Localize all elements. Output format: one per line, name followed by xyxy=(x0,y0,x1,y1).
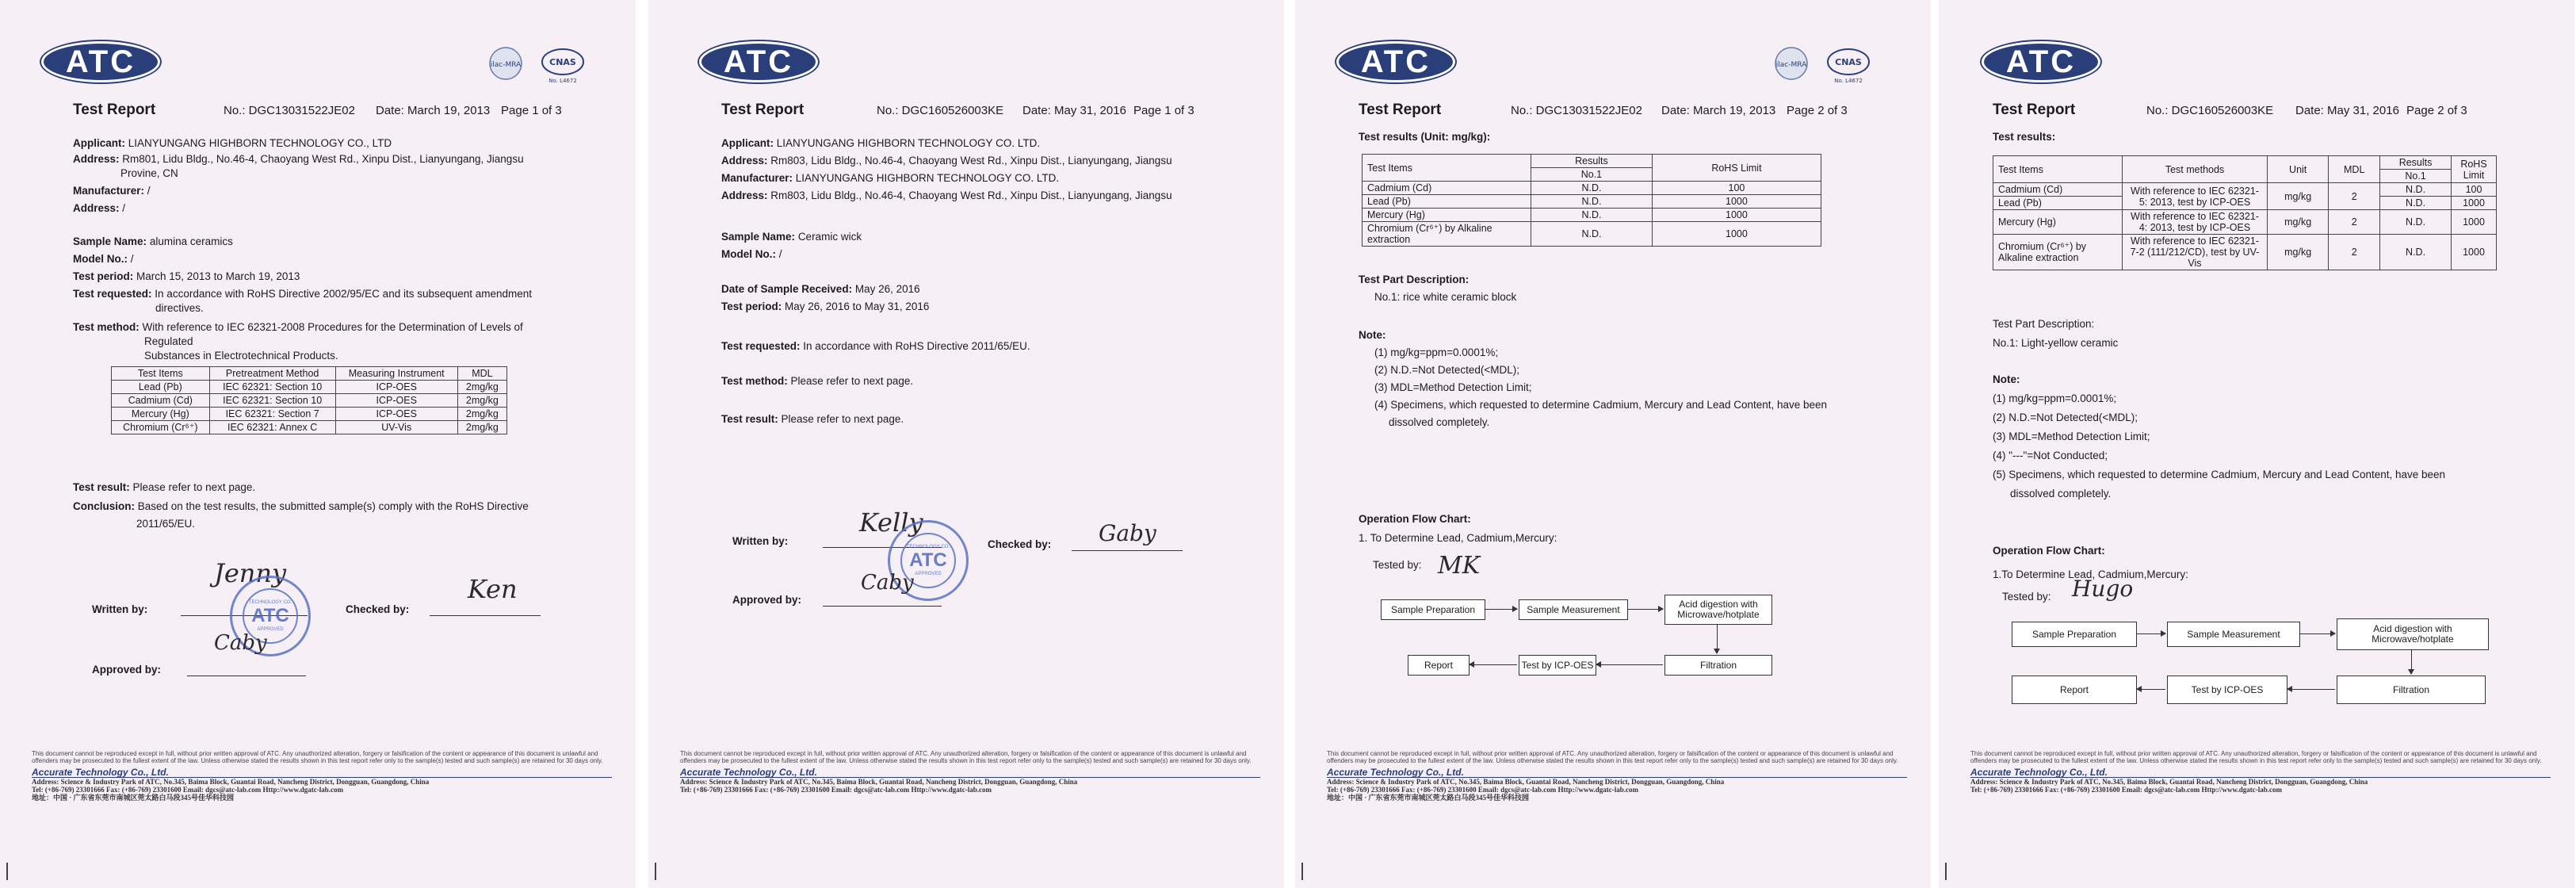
written-signature: Kelly xyxy=(859,507,923,538)
applicant-label: Applicant: xyxy=(73,137,125,149)
report-header xyxy=(1359,101,1907,117)
report-no: No.: DGC160526003KE xyxy=(2146,104,2274,117)
report-title: Test Report xyxy=(1359,101,1442,118)
applicant-row xyxy=(73,136,392,151)
table-header: MDL xyxy=(2329,156,2380,183)
applicant-value: LIANYUNGANG HIGHBORN TECHNOLOGY CO. LTD. xyxy=(776,137,1041,149)
report-date: Date: March 19, 2013 xyxy=(1661,104,1776,117)
table-header: MDL xyxy=(457,367,506,381)
part-label: Test Part Description: xyxy=(1359,274,1470,285)
ilac-mra-icon xyxy=(1768,46,1815,84)
received-row xyxy=(721,282,920,297)
table-cell: 2 xyxy=(2329,235,2380,270)
note-item: dissolved completely. xyxy=(1389,416,1490,428)
flow-sub: 1.To Determine Lead, Cadmium,Mercury: xyxy=(1993,568,2188,580)
table-cell: With reference to IEC 62321-7-2 (111/212/CD), test by UV-Vis xyxy=(2123,235,2268,270)
applicant-value: LIANYUNGANG HIGHBORN TECHNOLOGY CO., LTD xyxy=(128,137,392,149)
footer-company: Accurate Technology Co., Ltd. xyxy=(1970,769,2551,778)
footer-contact: Tel: (+86-769) 23301666 Fax: (+86-769) 23301600 Email: dgcs@atc-lab.com Http://www.dgatc-lab.com xyxy=(1970,786,2283,794)
flow-step-filtration: Filtration xyxy=(1664,655,1772,676)
table-header-row xyxy=(112,367,507,381)
table-row xyxy=(1363,195,1821,209)
atc-logo: ATC xyxy=(1982,41,2100,82)
manufacturer-row xyxy=(721,171,1059,186)
manufacturer-value: / xyxy=(147,185,151,197)
table-cell: With reference to IEC 62321-5: 2013, test by ICP-OES xyxy=(2123,183,2268,210)
requested-label: Test requested: xyxy=(721,340,801,352)
manufacturer-address-label: Address: xyxy=(73,202,120,214)
table-cell: 100 xyxy=(1652,182,1821,195)
sample-name-label: Sample Name: xyxy=(73,235,147,247)
report-page-2 xyxy=(648,0,1284,888)
note-item: (2) N.D.=Not Detected(<MDL); xyxy=(1993,411,2138,423)
tested-signature: Hugo xyxy=(2072,576,2134,602)
checked-signature: Ken xyxy=(468,574,518,604)
footer-company: Accurate Technology Co., Ltd. xyxy=(1327,769,1907,778)
checked-signature-line xyxy=(430,615,541,616)
conclusion-line-2: 2011/65/EU. xyxy=(136,518,196,530)
flow-step-sample-measurement: Sample Measurement xyxy=(1519,599,1628,620)
table-row xyxy=(1993,210,2497,235)
table-cell: 100 xyxy=(2452,183,2497,197)
atc-logo: ATC xyxy=(699,41,818,82)
requested-label: Test requested: xyxy=(73,288,152,300)
report-title: Test Report xyxy=(1993,101,2076,118)
method-label: Test method: xyxy=(73,321,140,333)
model-value: / xyxy=(778,248,782,260)
method-value: Please refer to next page. xyxy=(790,375,914,387)
atc-logo: ATC xyxy=(41,41,160,82)
table-cell: Lead (Pb) xyxy=(112,381,210,394)
address-value: Rm801, Lidu Bldg., No.46-4, Chaoyang West Rd., Xinpu Dist., Lianyungang, Jiangsu xyxy=(122,153,524,165)
flow-arrow xyxy=(2411,650,2412,674)
flow-step-test-icp: Test by ICP-OES xyxy=(1519,655,1596,676)
checked-signature: Gaby xyxy=(1099,520,1156,546)
report-title: Test Report xyxy=(73,101,156,118)
checked-by-label: Checked by: xyxy=(988,538,1052,550)
ilac-mark: ilac-MRA xyxy=(1775,61,1807,69)
requested-row xyxy=(73,287,532,301)
table-row xyxy=(1363,222,1821,247)
stamp-sub: APPROVED xyxy=(915,572,942,576)
model-label: Model No.: xyxy=(721,248,776,260)
conclusion-value: Based on the test results, the submitted sample(s) comply with the RoHS Directive xyxy=(137,500,529,512)
note-label: Note: xyxy=(1359,329,1386,341)
table-cell: 1000 xyxy=(1652,209,1821,222)
table-cell: N.D. xyxy=(2380,210,2452,235)
accreditation-no: No. L4672 xyxy=(1834,78,1863,84)
flow-step-report: Report xyxy=(1408,655,1470,676)
report-no: No.: DGC160526003KE xyxy=(877,104,1004,117)
table-cell: Mercury (Hg) xyxy=(1363,209,1531,222)
stamp-sub: APPROVED xyxy=(257,627,284,632)
sample-name-value: Ceramic wick xyxy=(797,231,862,243)
table-row xyxy=(1363,209,1821,222)
table-cell: 1000 xyxy=(2452,235,2497,270)
report-no: No.: DGC13031522JE02 xyxy=(1511,104,1642,117)
results-label: Test results: xyxy=(1993,131,2056,143)
manufacturer-value: LIANYUNGANG HIGHBORN TECHNOLOGY CO. LTD. xyxy=(795,172,1060,184)
note-item: (5) Specimens, which requested to determine Cadmium, Mercury and Lead Content, have been xyxy=(1993,469,2446,480)
table-header: Unit xyxy=(2268,156,2329,183)
table-cell: With reference to IEC 62321-4: 2013, test by ICP-OES xyxy=(2123,210,2268,235)
note-item: (3) MDL=Method Detection Limit; xyxy=(1993,431,2150,442)
table-header: Pretreatment Method xyxy=(209,367,335,381)
flow-step-acid-digestion: Acid digestion with Microwave/hotplate xyxy=(1664,595,1772,625)
result-value: Please refer to next page. xyxy=(132,481,256,493)
requested-value: In accordance with RoHS Directive 2002/95/EC and its subsequent amendment xyxy=(155,288,533,300)
table-cell: N.D. xyxy=(1531,209,1653,222)
flow-arrow xyxy=(1717,625,1718,653)
footer-cn-address: 地址：中国 · 广东省东莞市南城区莞太路白马段345号佳华科技园 xyxy=(32,794,235,802)
cnas-icon xyxy=(1825,46,1872,84)
page-edge-mark xyxy=(655,863,656,880)
table-cell: IEC 62321: Section 7 xyxy=(209,408,335,421)
result-row xyxy=(73,480,255,495)
report-footer xyxy=(1970,750,2551,794)
flow-arrow xyxy=(1628,609,1663,610)
approved-signature: Caby xyxy=(861,571,914,595)
flow-label: Operation Flow Chart: xyxy=(1359,513,1471,525)
table-row xyxy=(112,381,507,394)
manufacturer-row xyxy=(73,184,151,198)
footer-address: Address: Science & Industry Park of ATC, No.345, Baima Block, Guantai Road, Nancheng District, Dongguan, Guangdong, China xyxy=(1327,778,1725,786)
footer-disclaimer: This document cannot be reproduced except in full, without prior written approval of ATC. Any unauthorized alteration, forgery or falsification of the content or appearance of this document is unlawful and offenders may be prosecuted to the fullest extent of the law. Unless otherwise stated the results shown in this test report refer only to the sample(s) tested and such sample(s) are retained for 30 days only. xyxy=(1327,750,1898,764)
report-header xyxy=(721,101,1260,117)
table-cell: Lead (Pb) xyxy=(1363,195,1531,209)
table-cell: N.D. xyxy=(2380,197,2452,210)
part-label: Test Part Description: xyxy=(1993,318,2095,330)
table-cell: 2mg/kg xyxy=(457,394,506,408)
ilac-mra-icon xyxy=(482,46,529,84)
checked-by-label: Checked by: xyxy=(346,603,410,615)
conclusion-label: Conclusion: xyxy=(73,500,135,512)
period-row xyxy=(721,300,929,314)
table-row xyxy=(112,408,507,421)
checked-signature-line xyxy=(1072,550,1183,551)
footer-disclaimer: This document cannot be reproduced except in full, without prior written approval of ATC. Any unauthorized alteration, forgery or falsification of the content or appearance of this document is unlawful and offenders may be prosecuted to the fullest extent of the law. Unless otherwise stated the results shown in this test report refer only to the sample(s) tested and such sample(s) are retained for 30 days only. xyxy=(1970,750,2542,764)
report-date: Date: March 19, 2013 xyxy=(376,104,491,117)
table-cell: 1000 xyxy=(1652,222,1821,247)
stamp-ring-text: TECHNOLOGY CO. xyxy=(906,545,950,549)
part-value: No.1: rice white ceramic block xyxy=(1374,291,1517,303)
table-cell: Mercury (Hg) xyxy=(112,408,210,421)
period-row xyxy=(73,270,300,284)
table-cell: 2mg/kg xyxy=(457,381,506,394)
flow-arrow xyxy=(1470,664,1517,665)
flow-arrow xyxy=(1596,664,1663,665)
manufacturer-address-value: Rm803, Lidu Bldg., No.46-4, Chaoyang West Rd., Xinpu Dist., Lianyungang, Jiangsu xyxy=(770,189,1172,201)
table-row xyxy=(112,394,507,408)
report-page-3 xyxy=(1295,0,1931,888)
applicant-row xyxy=(721,136,1040,151)
table-header: Test Items xyxy=(1363,155,1531,182)
address-label: Address: xyxy=(721,155,768,166)
tested-signature: MK xyxy=(1438,552,1481,580)
footer-contact: Tel: (+86-769) 23301666 Fax: (+86-769) 23301600 Email: dgcs@atc-lab.com Http://www.dgatc-lab.com xyxy=(1327,786,1639,794)
report-header xyxy=(1993,101,2551,117)
tested-by-label: Tested by: xyxy=(2002,591,2051,603)
report-footer xyxy=(32,750,612,802)
page-edge-mark xyxy=(1301,863,1303,880)
written-by-label: Written by: xyxy=(92,603,148,615)
table-cell: Mercury (Hg) xyxy=(1993,210,2123,235)
address-row xyxy=(721,154,1172,168)
table-cell: ICP-OES xyxy=(335,394,457,408)
stamp-text: ATC xyxy=(251,605,289,626)
accreditation-no: No. L4672 xyxy=(548,78,577,84)
requested-row xyxy=(721,339,1030,354)
written-by-label: Written by: xyxy=(732,535,789,547)
address-label: Address: xyxy=(73,153,120,165)
report-title: Test Report xyxy=(721,101,805,118)
manufacturer-address-value: / xyxy=(122,202,126,214)
stamp-ring-text: TECHNOLOGY CO. xyxy=(248,600,292,605)
address-row xyxy=(73,152,524,166)
table-header: Test methods xyxy=(2123,156,2268,183)
table-row xyxy=(1993,235,2497,270)
flow-step-sample-measurement: Sample Measurement xyxy=(2167,622,2300,647)
period-value: May 26, 2016 to May 31, 2016 xyxy=(785,300,930,312)
table-cell: N.D. xyxy=(1531,222,1653,247)
received-label: Date of Sample Received: xyxy=(721,283,853,295)
footer-contact: Tel: (+86-769) 23301666 Fax: (+86-769) 23301600 Email: dgcs@atc-lab.com Http://www.dgatc-lab.com xyxy=(32,786,344,794)
address-line-2: Provine, CN xyxy=(120,167,178,179)
period-label: Test period: xyxy=(721,300,782,312)
method-value: With reference to IEC 62321-2008 Procedures for the Determination of Levels of xyxy=(142,321,523,333)
table-cell: N.D. xyxy=(1531,195,1653,209)
result-label: Test result: xyxy=(721,413,778,425)
table-cell: Chromium (Cr⁶⁺) xyxy=(112,421,210,434)
report-footer xyxy=(1327,750,1907,802)
cnas-icon xyxy=(539,46,587,84)
flow-step-test-icp: Test by ICP-OES xyxy=(2167,676,2287,704)
requested-line-2: directives. xyxy=(155,302,204,314)
written-signature: Jenny xyxy=(214,558,287,588)
report-page-no: Page 1 of 3 xyxy=(501,104,562,117)
approved-by-label: Approved by: xyxy=(732,594,802,606)
footer-address: Address: Science & Industry Park of ATC, No.345, Baima Block, Guantai Road, Nancheng District, Dongguan, Guangdong, China xyxy=(1970,778,2368,786)
results-label: Test results (Unit: mg/kg): xyxy=(1359,131,1491,143)
results-table xyxy=(1362,154,1821,247)
note-label: Note: xyxy=(1993,373,2020,385)
table-cell: N.D. xyxy=(1531,182,1653,195)
table-row xyxy=(1993,183,2497,197)
report-page-no: Page 2 of 3 xyxy=(1787,104,1848,117)
flow-arrow xyxy=(2137,689,2165,690)
flow-arrow xyxy=(1485,609,1517,610)
method-row xyxy=(73,320,523,335)
cnas-mark: CNAS xyxy=(549,57,576,67)
table-cell: ICP-OES xyxy=(335,381,457,394)
note-item: (1) mg/kg=ppm=0.0001%; xyxy=(1993,392,2117,404)
footer-address: Address: Science & Industry Park of ATC, No.345, Baima Block, Guantai Road, Nancheng District, Dongguan, Guangdong, China xyxy=(680,778,1078,786)
table-cell: Chromium (Cr⁶⁺) by Alkaline extraction xyxy=(1993,235,2123,270)
table-cell: IEC 62321: Section 10 xyxy=(209,381,335,394)
table-cell: Cadmium (Cd) xyxy=(112,394,210,408)
flow-step-report: Report xyxy=(2012,676,2137,704)
period-label: Test period: xyxy=(73,270,134,282)
footer-cn-address: 地址：中国 · 广东省东莞市南城区莞太路白马段345号佳华科技园 xyxy=(1327,794,1530,802)
stamp-text: ATC xyxy=(909,549,947,571)
table-cell: Cadmium (Cd) xyxy=(1993,183,2123,197)
sample-name-label: Sample Name: xyxy=(721,231,796,243)
note-item: (2) N.D.=Not Detected(<MDL); xyxy=(1374,364,1520,376)
table-header: RoHS Limit xyxy=(1652,155,1821,182)
conclusion-row xyxy=(73,500,529,514)
report-date: Date: May 31, 2016 xyxy=(1022,104,1126,117)
page-edge-mark xyxy=(6,863,8,880)
results-table xyxy=(1993,155,2497,270)
manufacturer-address-label: Address: xyxy=(721,189,768,201)
sample-name-row xyxy=(721,230,862,244)
flow-arrow xyxy=(2137,633,2165,634)
manufacturer-label: Manufacturer: xyxy=(73,185,145,197)
table-cell: ICP-OES xyxy=(335,408,457,421)
table-cell: mg/kg xyxy=(2268,183,2329,210)
table-header: Results xyxy=(2380,156,2452,170)
tested-by-label: Tested by: xyxy=(1373,559,1422,571)
table-row xyxy=(1363,182,1821,195)
method-table xyxy=(111,366,507,434)
table-header-row xyxy=(1363,155,1821,168)
model-row xyxy=(73,252,134,266)
report-no: No.: DGC13031522JE02 xyxy=(224,104,355,117)
report-page-1 xyxy=(0,0,636,888)
table-header: No.1 xyxy=(2380,170,2452,183)
sample-name-row xyxy=(73,235,233,249)
footer-disclaimer: This document cannot be reproduced except in full, without prior written approval of ATC. Any unauthorized alteration, forgery or falsification of the content or appearance of this document is unlawful and offenders may be prosecuted to the fullest extent of the law. Unless otherwise stated the results shown in this test report refer only to the sample(s) tested and such sample(s) are retained for 30 days only. xyxy=(680,750,1252,764)
result-row xyxy=(721,412,904,427)
table-cell: 2 xyxy=(2329,210,2380,235)
table-cell: 2mg/kg xyxy=(457,421,506,434)
page-edge-mark xyxy=(1945,863,1947,880)
report-page-no: Page 1 of 3 xyxy=(1133,104,1194,117)
table-cell: UV-Vis xyxy=(335,421,457,434)
table-header: Test Items xyxy=(112,367,210,381)
report-footer xyxy=(680,750,1260,794)
footer-company: Accurate Technology Co., Ltd. xyxy=(680,769,1260,778)
report-page-4 xyxy=(1939,0,2574,888)
table-cell: Chromium (Cr⁶⁺) by Alkaline extraction xyxy=(1363,222,1531,247)
address-value: Rm803, Lidu Bldg., No.46-4, Chaoyang West Rd., Xinpu Dist., Lianyungang, Jiangsu xyxy=(770,155,1172,166)
table-cell: N.D. xyxy=(2380,235,2452,270)
part-value: No.1: Light-yellow ceramic xyxy=(1993,337,2119,349)
footer-contact: Tel: (+86-769) 23301666 Fax: (+86-769) 23301600 Email: dgcs@atc-lab.com Http://www.dgatc-lab.com xyxy=(680,786,992,794)
approved-signature-line xyxy=(823,606,942,607)
table-cell: mg/kg xyxy=(2268,210,2329,235)
table-cell: IEC 62321: Annex C xyxy=(209,421,335,434)
requested-value: In accordance with RoHS Directive 2011/65/EU. xyxy=(803,340,1030,352)
note-item: (3) MDL=Method Detection Limit; xyxy=(1374,381,1532,393)
received-value: May 26, 2016 xyxy=(854,283,920,295)
report-header xyxy=(73,101,612,117)
table-row xyxy=(112,421,507,434)
table-header: No.1 xyxy=(1531,168,1653,182)
atc-logo: ATC xyxy=(1336,41,1455,82)
method-label: Test method: xyxy=(721,375,788,387)
approved-by-label: Approved by: xyxy=(92,664,162,676)
cnas-mark: CNAS xyxy=(1835,57,1862,67)
manufacturer-label: Manufacturer: xyxy=(721,172,793,184)
result-value: Please refer to next page. xyxy=(781,413,904,425)
report-page-no: Page 2 of 3 xyxy=(2406,104,2467,117)
table-cell: 1000 xyxy=(2452,210,2497,235)
table-header-row xyxy=(1993,156,2497,170)
method-line-3: Substances in Electrotechnical Products. xyxy=(144,350,338,362)
sample-name-value: alumina ceramics xyxy=(149,235,233,247)
table-header: Test Items xyxy=(1993,156,2123,183)
model-label: Model No.: xyxy=(73,253,128,265)
note-item: (4) "---"=Not Conducted; xyxy=(1993,450,2108,461)
ilac-mark: ilac-MRA xyxy=(490,61,522,69)
flow-arrow xyxy=(2300,633,2335,634)
footer-company: Accurate Technology Co., Ltd. xyxy=(32,769,612,778)
footer-address: Address: Science & Industry Park of ATC, No.345, Baima Block, Guantai Road, Nancheng District, Dongguan, Guangdong, China xyxy=(32,778,430,786)
manufacturer-address-row xyxy=(73,201,125,216)
approved-signature: Caby xyxy=(214,631,267,655)
flow-label: Operation Flow Chart: xyxy=(1993,545,2105,557)
period-value: March 15, 2013 to March 19, 2013 xyxy=(136,270,300,282)
table-cell: 1000 xyxy=(2452,197,2497,210)
table-cell: Cadmium (Cd) xyxy=(1363,182,1531,195)
table-cell: 2 xyxy=(2329,183,2380,210)
method-row xyxy=(721,374,913,388)
table-header: Measuring Instrument xyxy=(335,367,457,381)
flow-step-sample-preparation: Sample Preparation xyxy=(2012,622,2137,647)
result-label: Test result: xyxy=(73,481,130,493)
note-item: (4) Specimens, which requested to determine Cadmium, Mercury and Lead Content, have been xyxy=(1374,399,1828,411)
flow-step-sample-preparation: Sample Preparation xyxy=(1381,599,1485,620)
flow-step-filtration: Filtration xyxy=(2337,676,2486,704)
model-row xyxy=(721,247,782,262)
method-line-2: Regulated xyxy=(144,335,193,347)
table-cell: IEC 62321: Section 10 xyxy=(209,394,335,408)
footer-disclaimer: This document cannot be reproduced except in full, without prior written approval of ATC. Any unauthorized alteration, forgery or falsification of the content or appearance of this document is unlawful and offenders may be prosecuted to the fullest extent of the law. Unless otherwise stated the results shown in this test report refer only to the sample(s) tested and such sample(s) are retained for 30 days only. xyxy=(32,750,603,764)
table-cell: N.D. xyxy=(2380,183,2452,197)
note-item: (1) mg/kg=ppm=0.0001%; xyxy=(1374,346,1499,358)
flow-step-acid-digestion: Acid digestion with Microwave/hotplate xyxy=(2337,618,2489,650)
report-date: Date: May 31, 2016 xyxy=(2295,104,2399,117)
note-item: dissolved completely. xyxy=(2010,488,2112,500)
flow-arrow xyxy=(2287,689,2335,690)
table-header: RoHS Limit xyxy=(2452,156,2497,183)
applicant-label: Applicant: xyxy=(721,137,774,149)
table-cell: 1000 xyxy=(1652,195,1821,209)
table-cell: 2mg/kg xyxy=(457,408,506,421)
flow-sub: 1. To Determine Lead, Cadmium,Mercury: xyxy=(1359,532,1557,544)
model-value: / xyxy=(130,253,134,265)
table-header: Results xyxy=(1531,155,1653,168)
table-cell: mg/kg xyxy=(2268,235,2329,270)
manufacturer-address-row xyxy=(721,189,1172,203)
table-cell: Lead (Pb) xyxy=(1993,197,2123,210)
